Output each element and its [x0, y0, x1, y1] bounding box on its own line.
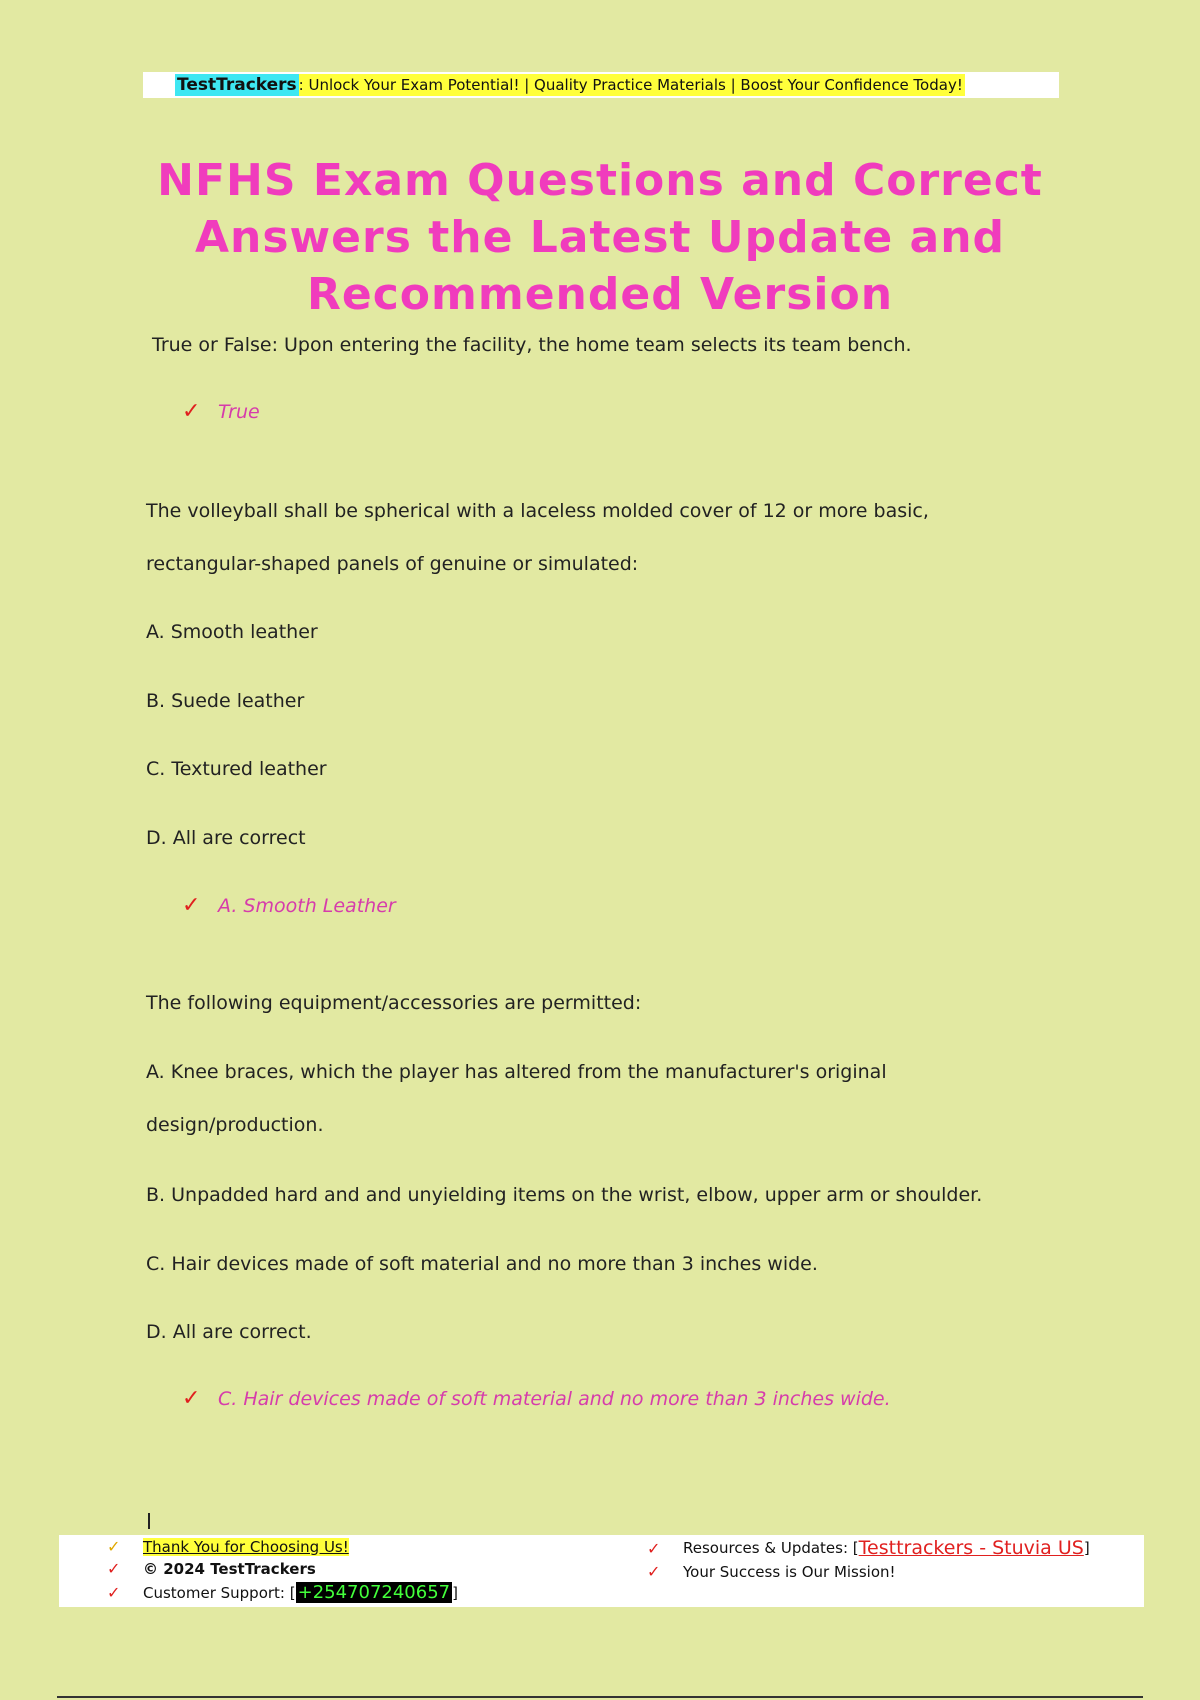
question-2-option-c: C. Textured leather [146, 758, 327, 780]
resources-label: Resources & Updates: [ [683, 1539, 859, 1557]
top-banner [143, 72, 1059, 98]
footer-copyright-row [107, 1559, 316, 1578]
answer-text: C. Hair devices made of soft material and no more than 3 inches wide. [218, 1387, 891, 1410]
copyright-text: © 2024 TestTrackers [143, 1559, 316, 1578]
bottom-rule [57, 1696, 1143, 1698]
check-icon: ✓ [107, 1559, 121, 1578]
footer-support-row [107, 1582, 458, 1603]
footer-thank-you-row [107, 1537, 349, 1556]
question-1-answer [182, 399, 260, 424]
question-2-line-1: The volleyball shall be spherical with a laceless molded cover of 12 or more basic, [146, 500, 929, 522]
question-3-text: The following equipment/accessories are permitted: [146, 992, 642, 1014]
question-1-text: True or False: Upon entering the facility, the home team selects its team bench. [152, 334, 912, 356]
support-label: Customer Support: [ [143, 1583, 296, 1602]
thank-you-text: Thank You for Choosing Us! [143, 1537, 349, 1556]
support-phone[interactable]: +254707240657 [297, 1582, 451, 1603]
check-icon: ✓ [647, 1538, 661, 1558]
question-2-option-b: B. Suede leather [146, 690, 305, 712]
question-3-option-c: C. Hair devices made of soft material and no more than 3 inches wide. [146, 1253, 818, 1275]
question-2-answer [182, 893, 396, 918]
footer-resources-row [647, 1537, 1090, 1559]
banner-brand: TestTrackers [177, 75, 297, 95]
question-2-option-d: D. All are correct [146, 827, 306, 849]
check-icon: ✓ [647, 1562, 661, 1581]
page-title: NFHS Exam Questions and Correct Answers the Latest Update and Recommended Version [157, 155, 1043, 320]
check-icon: ✓ [107, 1583, 121, 1602]
answer-text: A. Smooth Leather [218, 894, 396, 917]
footer [59, 1535, 1144, 1607]
support-close: ] [452, 1583, 458, 1602]
question-3-option-a-line-2: design/production. [146, 1114, 324, 1136]
check-icon: ✓ [182, 399, 201, 424]
check-icon: ✓ [182, 893, 201, 918]
question-2-line-2: rectangular-shaped panels of genuine or simulated: [146, 553, 639, 575]
resources-close: ] [1083, 1539, 1090, 1557]
footer-mission-row [647, 1562, 896, 1581]
answer-text: True [218, 400, 260, 423]
question-3-option-a-line-1: A. Knee braces, which the player has altered from the manufacturer's original [146, 1061, 887, 1083]
text-cursor-mark [148, 1513, 150, 1529]
mission-text: Your Success is Our Mission! [683, 1562, 896, 1581]
question-3-option-d: D. All are correct. [146, 1321, 312, 1343]
banner-tagline: : Unlock Your Exam Potential! | Quality Practice Materials | Boost Your Confidence Today! [298, 76, 963, 94]
resources-link[interactable]: Testtrackers - Stuvia US [858, 1537, 1084, 1559]
check-icon: ✓ [182, 1386, 201, 1411]
check-icon: ✓ [107, 1537, 121, 1556]
banner-content [175, 74, 965, 96]
question-3-option-b: B. Unpadded hard and and unyielding items on the wrist, elbow, upper arm or shoulder. [146, 1184, 983, 1206]
question-2-option-a: A. Smooth leather [146, 621, 318, 643]
question-3-answer [182, 1386, 891, 1411]
